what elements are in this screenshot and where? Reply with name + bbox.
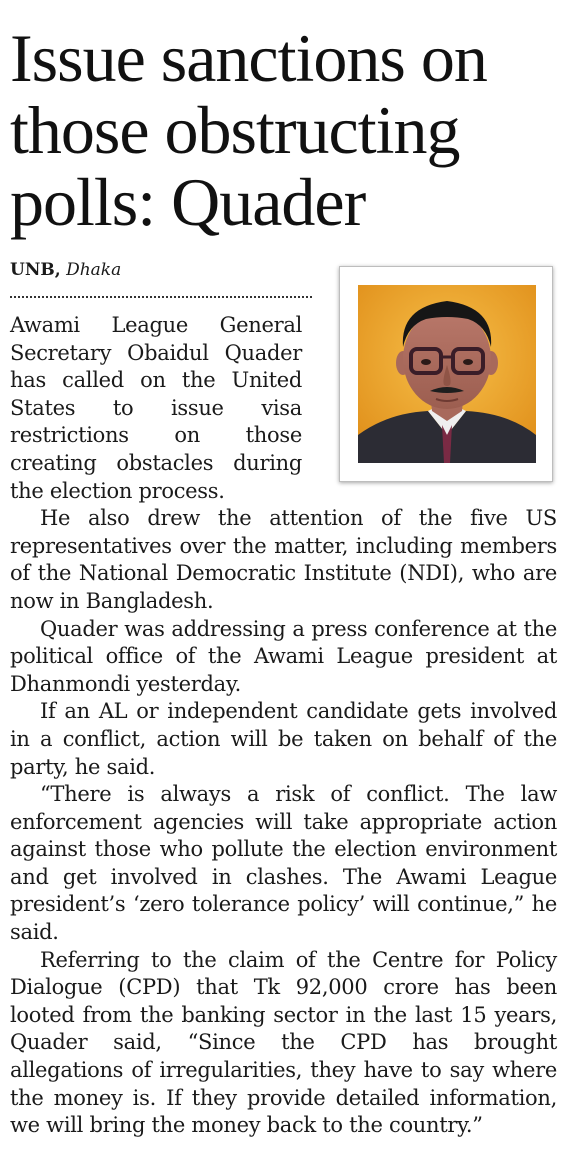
article-paragraph: If an AL or independent candidate gets involved in a conflict, action will be taken on behalf of the party, he said. <box>10 699 557 779</box>
article-paragraph: Awami League General Secretary Obaidul Quader has called on the United States to issue visa restrictions on those creating obstacles during the election process. <box>10 313 302 503</box>
headline: Issue sanctions on those obstructing polls: Quader <box>10 20 487 240</box>
article-paragraph: “There is always a risk of conflict. The law enforcement agencies will take appropriate action against those who pollute the election environment and get involved in clashes. The Awami League president’s ‘zero tolerance policy’ will continue,” he said. <box>10 782 557 945</box>
article-body <box>10 312 557 1140</box>
article-paragraph: Quader was addressing a press conference at the political office of the Awami League president at Dhanmondi yesterday. <box>10 616 557 696</box>
article-paragraph: Referring to the claim of the Centre for Policy Dialogue (CPD) that Tk 92,000 crore has been looted from the banking sector in the last 15 years, Quader said, “Since the CPD has brought allegations of irregularities, they have to say where the money is. If they provide detailed information, we will bring the money back to the country.” <box>10 947 557 1138</box>
byline-divider <box>10 296 312 298</box>
byline-org: UNB, <box>10 260 61 280</box>
byline <box>10 259 121 281</box>
byline-place: Dhaka <box>66 260 122 280</box>
article-paragraph: He also drew the attention of the five US representatives over the matter, including members of the National Democratic Institute (NDI), who are now in Bangladesh. <box>10 506 557 613</box>
